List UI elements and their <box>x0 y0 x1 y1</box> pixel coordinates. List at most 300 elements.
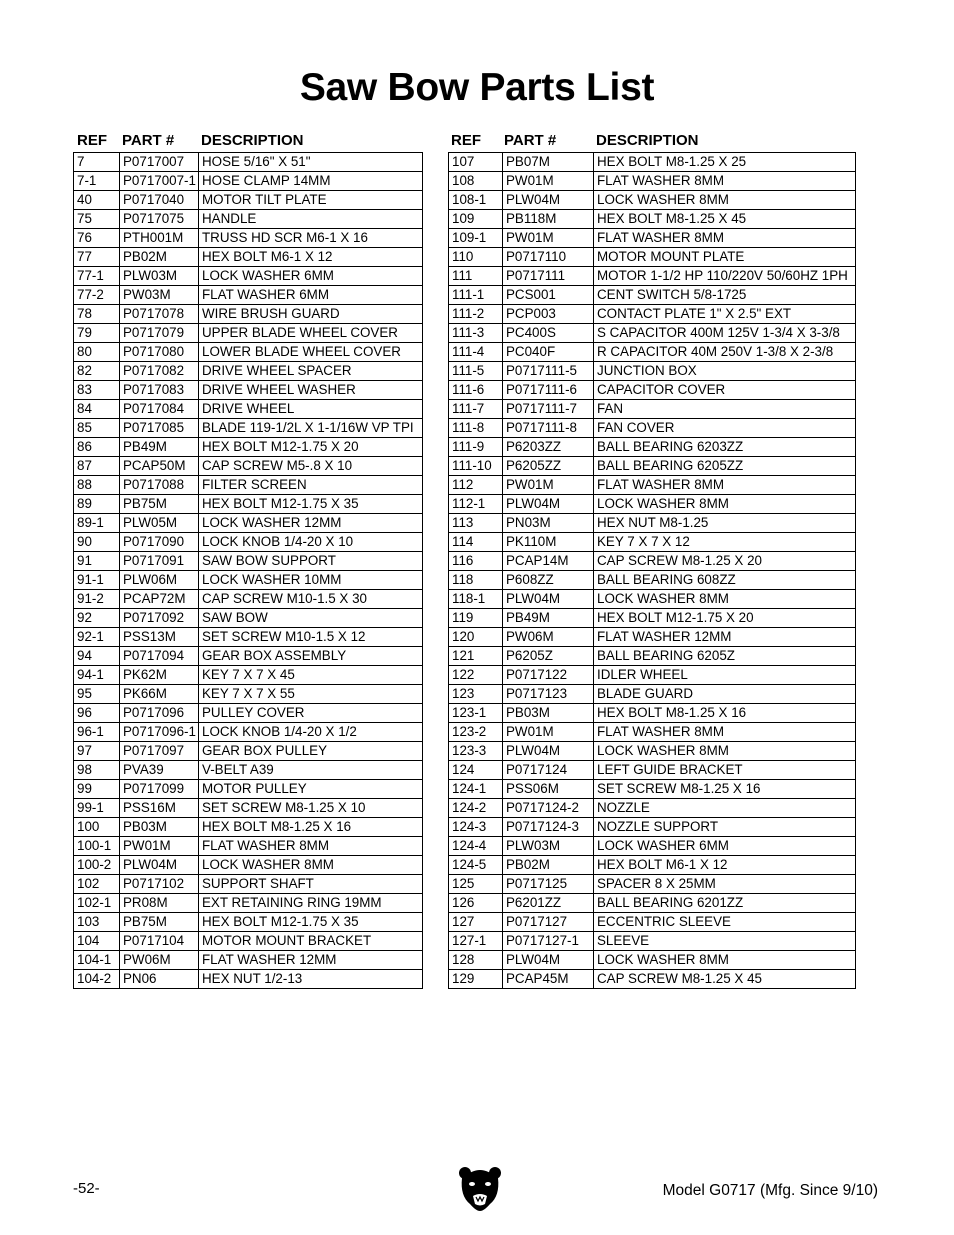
part-number-cell: PN06 <box>120 970 199 989</box>
description-cell: HEX BOLT M12-1.75 X 20 <box>594 609 856 628</box>
table-row <box>74 191 423 210</box>
part-number-cell: P0717083 <box>120 381 199 400</box>
description-cell: JUNCTION BOX <box>594 362 856 381</box>
table-row <box>74 153 423 172</box>
part-number-cell: PLW04M <box>120 856 199 875</box>
part-number-cell: PLW03M <box>120 267 199 286</box>
description-cell: HOSE CLAMP 14MM <box>199 172 423 191</box>
table-row <box>74 647 423 666</box>
part-number-cell: P0717102 <box>120 875 199 894</box>
table-row <box>449 609 856 628</box>
part-number-cell: PB03M <box>120 818 199 837</box>
table-row <box>449 723 856 742</box>
part-number-cell: PB75M <box>120 913 199 932</box>
part-number-cell: PW06M <box>120 951 199 970</box>
table-row <box>74 970 423 989</box>
part-number-cell: P0717090 <box>120 533 199 552</box>
table-row <box>449 457 856 476</box>
part-number-cell: PSS13M <box>120 628 199 647</box>
part-number-cell: PK62M <box>120 666 199 685</box>
ref-cell: 104-2 <box>74 970 120 989</box>
part-number-cell: P0717078 <box>120 305 199 324</box>
table-row <box>74 419 423 438</box>
table-row <box>74 343 423 362</box>
table-row <box>449 932 856 951</box>
table-row <box>449 248 856 267</box>
description-cell: BALL BEARING 6205Z <box>594 647 856 666</box>
ref-cell: 111-4 <box>449 343 503 362</box>
ref-cell: 100-2 <box>74 856 120 875</box>
table-row <box>74 362 423 381</box>
part-number-cell: P6203ZZ <box>503 438 594 457</box>
table-header <box>73 130 423 152</box>
table-row <box>449 837 856 856</box>
ref-cell: 111-7 <box>449 400 503 419</box>
table-row <box>449 742 856 761</box>
table-row <box>74 248 423 267</box>
ref-cell: 76 <box>74 229 120 248</box>
part-header: PART # <box>122 132 175 149</box>
description-cell: LOCK KNOB 1/4-20 X 10 <box>199 533 423 552</box>
table-row <box>74 685 423 704</box>
table-row <box>449 514 856 533</box>
description-cell: CAP SCREW M10-1.5 X 30 <box>199 590 423 609</box>
page-title: Saw Bow Parts List <box>299 66 655 109</box>
description-cell: V-BELT A39 <box>199 761 423 780</box>
description-cell: FLAT WASHER 8MM <box>594 172 856 191</box>
table-row <box>74 628 423 647</box>
table-row <box>74 799 423 818</box>
ref-cell: 40 <box>74 191 120 210</box>
part-number-cell: P0717007 <box>120 153 199 172</box>
ref-cell: 94 <box>74 647 120 666</box>
ref-cell: 103 <box>74 913 120 932</box>
page-number: -52- <box>73 1180 100 1197</box>
ref-cell: 127-1 <box>449 932 503 951</box>
description-cell: LOCK WASHER 8MM <box>594 495 856 514</box>
description-cell: MOTOR MOUNT PLATE <box>594 248 856 267</box>
part-number-cell: P0717125 <box>503 875 594 894</box>
description-cell: ECCENTRIC SLEEVE <box>594 913 856 932</box>
ref-cell: 75 <box>74 210 120 229</box>
table-row <box>449 571 856 590</box>
description-cell: CENT SWITCH 5/8-1725 <box>594 286 856 305</box>
part-number-cell: P0717085 <box>120 419 199 438</box>
ref-cell: 114 <box>449 533 503 552</box>
description-cell: WIRE BRUSH GUARD <box>199 305 423 324</box>
part-number-cell: PW01M <box>503 229 594 248</box>
part-number-cell: P0717111-8 <box>503 419 594 438</box>
table-row <box>74 476 423 495</box>
ref-cell: 95 <box>74 685 120 704</box>
part-number-cell: PC400S <box>503 324 594 343</box>
part-number-cell: PLW06M <box>120 571 199 590</box>
part-number-cell: P0717084 <box>120 400 199 419</box>
table-row <box>449 894 856 913</box>
table-row <box>449 951 856 970</box>
part-header: PART # <box>504 132 557 149</box>
part-number-cell: P608ZZ <box>503 571 594 590</box>
part-number-cell: PB118M <box>503 210 594 229</box>
part-number-cell: PVA39 <box>120 761 199 780</box>
description-cell: HEX BOLT M12-1.75 X 20 <box>199 438 423 457</box>
table-row <box>449 685 856 704</box>
ref-cell: 77-2 <box>74 286 120 305</box>
description-cell: HEX BOLT M8-1.25 X 25 <box>594 153 856 172</box>
description-cell: SET SCREW M8-1.25 X 10 <box>199 799 423 818</box>
table-row <box>74 951 423 970</box>
part-number-cell: P0717091 <box>120 552 199 571</box>
part-number-cell: PCP003 <box>503 305 594 324</box>
description-cell: FLAT WASHER 6MM <box>199 286 423 305</box>
table-row <box>449 780 856 799</box>
ref-cell: 79 <box>74 324 120 343</box>
part-number-cell: P0717096 <box>120 704 199 723</box>
ref-cell: 104-1 <box>74 951 120 970</box>
ref-cell: 100 <box>74 818 120 837</box>
description-cell: FLAT WASHER 8MM <box>199 837 423 856</box>
parts-table-right <box>448 130 856 989</box>
table-row <box>449 704 856 723</box>
ref-cell: 111-5 <box>449 362 503 381</box>
ref-cell: 89 <box>74 495 120 514</box>
description-cell: SPACER 8 X 25MM <box>594 875 856 894</box>
part-number-cell: PW06M <box>503 628 594 647</box>
ref-cell: 123-1 <box>449 704 503 723</box>
table-row <box>449 381 856 400</box>
part-number-cell: P0717075 <box>120 210 199 229</box>
ref-cell: 89-1 <box>74 514 120 533</box>
description-cell: HEX BOLT M6-1 X 12 <box>199 248 423 267</box>
description-cell: FLAT WASHER 8MM <box>594 723 856 742</box>
table-row <box>74 571 423 590</box>
part-number-cell: PLW04M <box>503 590 594 609</box>
description-cell: LOCK WASHER 10MM <box>199 571 423 590</box>
table-row <box>449 191 856 210</box>
ref-cell: 92-1 <box>74 628 120 647</box>
part-number-cell: PTH001M <box>120 229 199 248</box>
ref-cell: 96 <box>74 704 120 723</box>
ref-cell: 85 <box>74 419 120 438</box>
ref-cell: 102 <box>74 875 120 894</box>
part-number-cell: PB07M <box>503 153 594 172</box>
table-row <box>449 229 856 248</box>
part-number-cell: PW01M <box>120 837 199 856</box>
table-row <box>449 590 856 609</box>
description-cell: HEX BOLT M8-1.25 X 45 <box>594 210 856 229</box>
ref-cell: 99 <box>74 780 120 799</box>
ref-cell: 83 <box>74 381 120 400</box>
table-row <box>74 818 423 837</box>
ref-cell: 125 <box>449 875 503 894</box>
table-row <box>449 761 856 780</box>
ref-cell: 107 <box>449 153 503 172</box>
description-cell: CAPACITOR COVER <box>594 381 856 400</box>
ref-cell: 123 <box>449 685 503 704</box>
table-row <box>74 552 423 571</box>
part-number-cell: PB49M <box>503 609 594 628</box>
ref-cell: 100-1 <box>74 837 120 856</box>
description-cell: SAW BOW <box>199 609 423 628</box>
ref-cell: 121 <box>449 647 503 666</box>
ref-cell: 111-3 <box>449 324 503 343</box>
ref-cell: 112 <box>449 476 503 495</box>
table-row <box>74 723 423 742</box>
ref-cell: 104 <box>74 932 120 951</box>
ref-cell: 124-4 <box>449 837 503 856</box>
ref-cell: 80 <box>74 343 120 362</box>
description-cell: BALL BEARING 6205ZZ <box>594 457 856 476</box>
table-row <box>449 362 856 381</box>
description-cell: MOTOR PULLEY <box>199 780 423 799</box>
description-cell: LOCK WASHER 6MM <box>199 267 423 286</box>
ref-cell: 118-1 <box>449 590 503 609</box>
description-cell: FLAT WASHER 8MM <box>594 476 856 495</box>
description-cell: CAP SCREW M8-1.25 X 45 <box>594 970 856 989</box>
table-row <box>74 438 423 457</box>
part-number-cell: PB03M <box>503 704 594 723</box>
ref-cell: 111-2 <box>449 305 503 324</box>
description-cell: FAN <box>594 400 856 419</box>
table-row <box>449 628 856 647</box>
model-info: Model G0717 (Mfg. Since 9/10) <box>662 1182 878 1199</box>
ref-cell: 111-8 <box>449 419 503 438</box>
table-row <box>74 533 423 552</box>
ref-header: REF <box>451 132 481 149</box>
table-row <box>74 286 423 305</box>
ref-cell: 118 <box>449 571 503 590</box>
table-row <box>74 742 423 761</box>
ref-cell: 123-3 <box>449 742 503 761</box>
table-row <box>449 419 856 438</box>
part-number-cell: P0717094 <box>120 647 199 666</box>
table-row <box>74 932 423 951</box>
table-row <box>449 799 856 818</box>
part-number-cell: PLW05M <box>120 514 199 533</box>
table-row <box>74 780 423 799</box>
part-number-cell: PW03M <box>120 286 199 305</box>
part-number-cell: P0717082 <box>120 362 199 381</box>
ref-cell: 123-2 <box>449 723 503 742</box>
part-number-cell: P0717092 <box>120 609 199 628</box>
table-row <box>74 495 423 514</box>
part-number-cell: PC040F <box>503 343 594 362</box>
ref-cell: 111-1 <box>449 286 503 305</box>
ref-cell: 102-1 <box>74 894 120 913</box>
table-row <box>74 704 423 723</box>
table-row <box>74 400 423 419</box>
ref-cell: 124-2 <box>449 799 503 818</box>
table-row <box>449 400 856 419</box>
part-number-cell: PLW04M <box>503 742 594 761</box>
part-number-cell: P6205Z <box>503 647 594 666</box>
table-row <box>74 210 423 229</box>
ref-cell: 111-9 <box>449 438 503 457</box>
part-number-cell: PSS06M <box>503 780 594 799</box>
part-number-cell: PW01M <box>503 476 594 495</box>
part-number-cell: PCS001 <box>503 286 594 305</box>
part-number-cell: P0717124-2 <box>503 799 594 818</box>
table-header <box>448 130 856 152</box>
table-row <box>74 229 423 248</box>
table-row <box>74 305 423 324</box>
part-number-cell: PK110M <box>503 533 594 552</box>
table-row <box>449 970 856 989</box>
table-row <box>74 172 423 191</box>
description-cell: DRIVE WHEEL SPACER <box>199 362 423 381</box>
table-row <box>74 894 423 913</box>
table-row <box>449 343 856 362</box>
description-cell: GEAR BOX ASSEMBLY <box>199 647 423 666</box>
part-number-cell: P0717079 <box>120 324 199 343</box>
part-number-cell: P0717111-5 <box>503 362 594 381</box>
description-cell: SUPPORT SHAFT <box>199 875 423 894</box>
table-row <box>449 552 856 571</box>
part-number-cell: P0717104 <box>120 932 199 951</box>
bear-head-logo-icon <box>458 1166 502 1212</box>
ref-cell: 128 <box>449 951 503 970</box>
ref-cell: 126 <box>449 894 503 913</box>
description-cell: BLADE 119-1/2L X 1-1/16W VP TPI <box>199 419 423 438</box>
ref-cell: 111 <box>449 267 503 286</box>
part-number-cell: P0717111 <box>503 267 594 286</box>
part-number-cell: PCAP14M <box>503 552 594 571</box>
table-row <box>449 267 856 286</box>
description-cell: BALL BEARING 6201ZZ <box>594 894 856 913</box>
part-number-cell: PLW04M <box>503 951 594 970</box>
description-cell: MOTOR 1-1/2 HP 110/220V 50/60HZ 1PH <box>594 267 856 286</box>
table-row <box>74 324 423 343</box>
ref-cell: 127 <box>449 913 503 932</box>
part-number-cell: P0717124 <box>503 761 594 780</box>
description-cell: BALL BEARING 6203ZZ <box>594 438 856 457</box>
description-cell: FLAT WASHER 12MM <box>594 628 856 647</box>
part-number-cell: PCAP50M <box>120 457 199 476</box>
description-cell: MOTOR MOUNT BRACKET <box>199 932 423 951</box>
description-cell: LOCK WASHER 8MM <box>594 742 856 761</box>
ref-cell: 111-10 <box>449 457 503 476</box>
part-number-cell: PW01M <box>503 172 594 191</box>
ref-cell: 129 <box>449 970 503 989</box>
description-cell: BLADE GUARD <box>594 685 856 704</box>
description-cell: NOZZLE SUPPORT <box>594 818 856 837</box>
table-row <box>74 856 423 875</box>
ref-cell: 124-1 <box>449 780 503 799</box>
ref-cell: 98 <box>74 761 120 780</box>
table-row <box>449 647 856 666</box>
part-number-cell: P0717007-1 <box>120 172 199 191</box>
table-row <box>74 267 423 286</box>
part-number-cell: P6205ZZ <box>503 457 594 476</box>
description-cell: CONTACT PLATE 1" X 2.5" EXT <box>594 305 856 324</box>
table-row <box>74 457 423 476</box>
ref-cell: 99-1 <box>74 799 120 818</box>
description-cell: HEX BOLT M12-1.75 X 35 <box>199 495 423 514</box>
description-cell: FILTER SCREEN <box>199 476 423 495</box>
part-number-cell: PW01M <box>503 723 594 742</box>
table-row <box>74 381 423 400</box>
ref-cell: 124 <box>449 761 503 780</box>
parts-table-left <box>73 130 423 989</box>
part-number-cell: P0717127-1 <box>503 932 594 951</box>
part-number-cell: PK66M <box>120 685 199 704</box>
ref-cell: 97 <box>74 742 120 761</box>
description-cell: DRIVE WHEEL <box>199 400 423 419</box>
description-cell: HEX BOLT M8-1.25 X 16 <box>594 704 856 723</box>
part-number-cell: P0717040 <box>120 191 199 210</box>
table-row <box>449 913 856 932</box>
table-row <box>449 875 856 894</box>
ref-header: REF <box>77 132 107 149</box>
table-row <box>74 514 423 533</box>
part-number-cell: PLW04M <box>503 495 594 514</box>
table-row <box>74 609 423 628</box>
description-cell: CAP SCREW M5-.8 X 10 <box>199 457 423 476</box>
ref-cell: 124-5 <box>449 856 503 875</box>
description-cell: NOZZLE <box>594 799 856 818</box>
ref-cell: 87 <box>74 457 120 476</box>
part-number-cell: P0717111-7 <box>503 400 594 419</box>
ref-cell: 109 <box>449 210 503 229</box>
part-number-cell: P0717122 <box>503 666 594 685</box>
ref-cell: 111-6 <box>449 381 503 400</box>
description-cell: SAW BOW SUPPORT <box>199 552 423 571</box>
ref-cell: 110 <box>449 248 503 267</box>
description-cell: LOWER BLADE WHEEL COVER <box>199 343 423 362</box>
description-cell: HEX NUT 1/2-13 <box>199 970 423 989</box>
part-number-cell: PB02M <box>120 248 199 267</box>
part-number-cell: P0717111-6 <box>503 381 594 400</box>
ref-cell: 92 <box>74 609 120 628</box>
description-cell: FLAT WASHER 12MM <box>199 951 423 970</box>
description-cell: LOCK WASHER 12MM <box>199 514 423 533</box>
description-cell: LOCK WASHER 8MM <box>594 191 856 210</box>
ref-cell: 120 <box>449 628 503 647</box>
table-row <box>449 856 856 875</box>
ref-cell: 84 <box>74 400 120 419</box>
table-row <box>74 875 423 894</box>
table-row <box>449 476 856 495</box>
table-row <box>74 761 423 780</box>
part-number-cell: P0717088 <box>120 476 199 495</box>
description-cell: MOTOR TILT PLATE <box>199 191 423 210</box>
part-number-cell: P0717080 <box>120 343 199 362</box>
table-row <box>74 913 423 932</box>
part-number-cell: P0717097 <box>120 742 199 761</box>
part-number-cell: P6201ZZ <box>503 894 594 913</box>
table-row <box>74 666 423 685</box>
ref-cell: 108 <box>449 172 503 191</box>
table-row <box>74 837 423 856</box>
ref-cell: 122 <box>449 666 503 685</box>
ref-cell: 7 <box>74 153 120 172</box>
part-number-cell: P0717099 <box>120 780 199 799</box>
description-cell: HEX BOLT M8-1.25 X 16 <box>199 818 423 837</box>
table-row <box>449 324 856 343</box>
description-cell: KEY 7 X 7 X 12 <box>594 533 856 552</box>
part-number-cell: PB75M <box>120 495 199 514</box>
description-cell: KEY 7 X 7 X 55 <box>199 685 423 704</box>
ref-cell: 113 <box>449 514 503 533</box>
table-row <box>449 818 856 837</box>
description-header: DESCRIPTION <box>201 132 304 149</box>
table-row <box>74 590 423 609</box>
description-cell: HEX BOLT M6-1 X 12 <box>594 856 856 875</box>
description-cell: SLEEVE <box>594 932 856 951</box>
ref-cell: 108-1 <box>449 191 503 210</box>
table-row <box>449 533 856 552</box>
part-number-cell: PN03M <box>503 514 594 533</box>
